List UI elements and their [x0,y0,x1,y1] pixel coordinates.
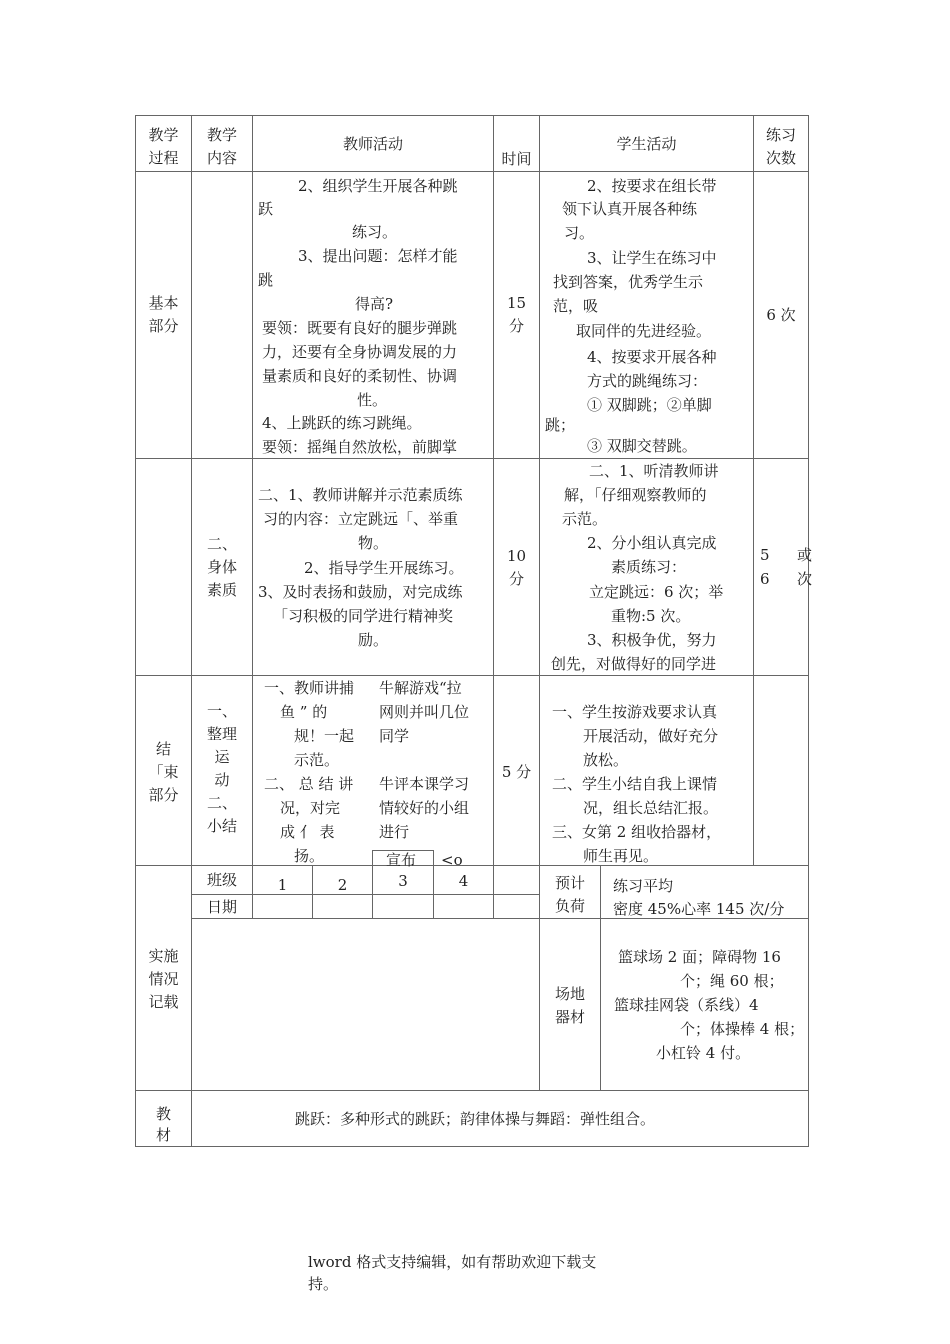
text-line: 开展活动，做好充分 [583,727,719,745]
ending-box-text-2: <o [441,851,463,869]
text-line: 情较好的小组 [379,799,470,817]
class-label: 班级 [206,871,237,889]
text-line: 5 [760,546,770,564]
text-line: 同学 [379,727,410,745]
text-line: 三、女第 2 组收拾器材， [552,823,722,841]
text-line: 跃 [258,200,274,218]
text-line: 跳 [258,271,274,289]
text-line: 师生再见。 [583,847,659,865]
fitness-time: 10 分 [506,547,527,588]
text-line: 习。 [564,224,595,242]
text-line: 小杠铃 4 付。 [656,1044,751,1062]
text-line: 立定跳远：6 次；举 [589,583,724,601]
header-count: 练习 次数 [765,126,796,167]
text-line: 网则并叫几位 [379,703,470,721]
text-line: 扬。 [294,847,325,865]
text-line: 跳； [545,416,576,434]
class-num-4: 4 [458,872,469,890]
text-line: 示范。 [562,510,608,528]
text-line: 二、1、听清教师讲 [589,462,719,480]
text-line: 2、指导学生开展练习。 [304,559,464,577]
text-line: 励。 [358,631,389,649]
basic-count: 6 次 [766,306,796,324]
text-line: 二、1、教师讲解并示范素质练 [258,486,463,504]
ending-process: 结 「束 部分 [148,740,179,804]
ending-box-text: 宣布 [386,851,417,869]
text-line: 成 亻 表 [280,823,335,841]
material-label: 教 材 [155,1105,171,1144]
text-line: 性。 [357,391,388,409]
header-content: 教学 内容 [206,126,237,167]
text-line: 牛评本课学习 [379,775,470,793]
text-line: 3、积极争优，努力 [587,631,717,649]
text-line: 「习积极的同学进行精神奖 [273,607,454,625]
text-line: 密度 45%心率 145 次/分 [613,900,785,918]
header-teacher: 教师活动 [342,135,403,153]
venue-label: 场地 器材 [554,985,585,1026]
text-line: 篮球挂网袋（系线）4 [614,996,759,1014]
text-line: 取同伴的先进经验。 [576,322,712,340]
text-line: 要领：既要有良好的腿步弹跳 [262,319,458,337]
text-line: 次 [797,570,813,588]
text-line: 3、让学生在练习中 [587,249,717,267]
class-num-2: 2 [337,876,348,894]
footer-line-1: lword 格式支持编辑，如有帮助欢迎下载支 [308,1253,597,1271]
text-line: 要领：摇绳自然放松，前脚掌 [262,438,458,456]
load-label: 预计 负荷 [554,874,585,915]
text-line: 练习。 [352,223,398,241]
text-line: 找到答案，优秀学生示 [553,273,704,291]
text-line: 个；体操棒 4 根； [680,1020,805,1038]
basic-process: 基本 部分 [148,294,179,335]
ending-time: 5 分 [501,763,532,781]
text-line: 重物:5 次。 [611,607,691,625]
text-line: 二、 总 结 讲 [264,775,354,793]
date-label: 日期 [206,898,237,916]
ending-content: 一、 整理 运 动 二、 小结 [206,702,237,835]
text-line: 得高? [355,295,394,313]
text-line: 创先，对做得好的同学进 [551,655,717,673]
text-line: 规！一起 [294,727,355,745]
text-line: 或 [797,546,813,564]
text-line: 个；绳 60 根； [680,972,784,990]
footer-note [308,1251,638,1295]
basic-time: 15 分 [506,294,527,335]
text-line: 二、学生小结自我上课情 [552,775,718,793]
text-line: 素质练习： [611,558,687,576]
record-process: 实施 情况 记载 [148,947,179,1011]
header-student: 学生活动 [616,135,677,153]
text-line: 一、学生按游戏要求认真 [552,703,718,721]
text-line: ③ 双脚交替跳。 [587,437,697,455]
text-line: 篮球场 2 面；障碍物 16 [618,948,781,966]
class-num-1: 1 [277,876,288,894]
text-line: 示范。 [294,751,340,769]
text-line: 力，还要有全身协调发展的力 [262,343,458,361]
text-line: 况，对完 [280,799,341,817]
text-line: 量素质和良好的柔韧性、协调 [262,367,458,385]
text-line: 一、教师讲捕 [264,679,355,697]
text-line: 进行 [379,823,410,841]
header-process: 教学 过程 [148,126,179,167]
text-line: 况，组长总结汇报。 [583,799,719,817]
text-line: 2、分小组认真完成 [587,534,717,552]
text-line: 解，「仔细观察教师的 [564,486,707,504]
material-value: 跳跃：多种形式的跳跃；韵律体操与舞蹈：弹性组合。 [295,1110,656,1128]
text-line: 练习平均 [613,877,674,895]
text-line: 领下认真开展各种练 [562,200,698,218]
text-line: 4、按要求开展各种 [587,348,717,366]
text-line: 牛解游戏“拉 [379,679,462,697]
text-line: 习的内容：立定跳远「、举重 [263,510,459,528]
text-line: 放松。 [583,751,629,769]
fitness-content: 二、 身体 素质 [206,535,237,599]
text-line: 3、及时表扬和鼓励，对完成练 [258,583,463,601]
text-line: 鱼 ” 的 [280,703,328,721]
text-line: 2、按要求在组长带 [587,177,717,195]
footer-line-2: 持。 [308,1275,339,1293]
text-line: 4、上跳跃的练习跳绳。 [262,414,422,432]
text-line: 3、提出问题：怎样才能 [298,247,458,265]
header-time: 时间 [501,150,532,168]
text-line: 物。 [358,534,389,552]
text-line: 2、组织学生开展各种跳 [298,177,458,195]
class-num-3: 3 [398,872,408,890]
text-line: 6 [760,570,770,588]
text-line: ① 双脚跳；②单脚 [587,396,712,414]
text-line: 方式的跳绳练习： [587,372,708,390]
text-line: 范，吸 [553,297,599,315]
